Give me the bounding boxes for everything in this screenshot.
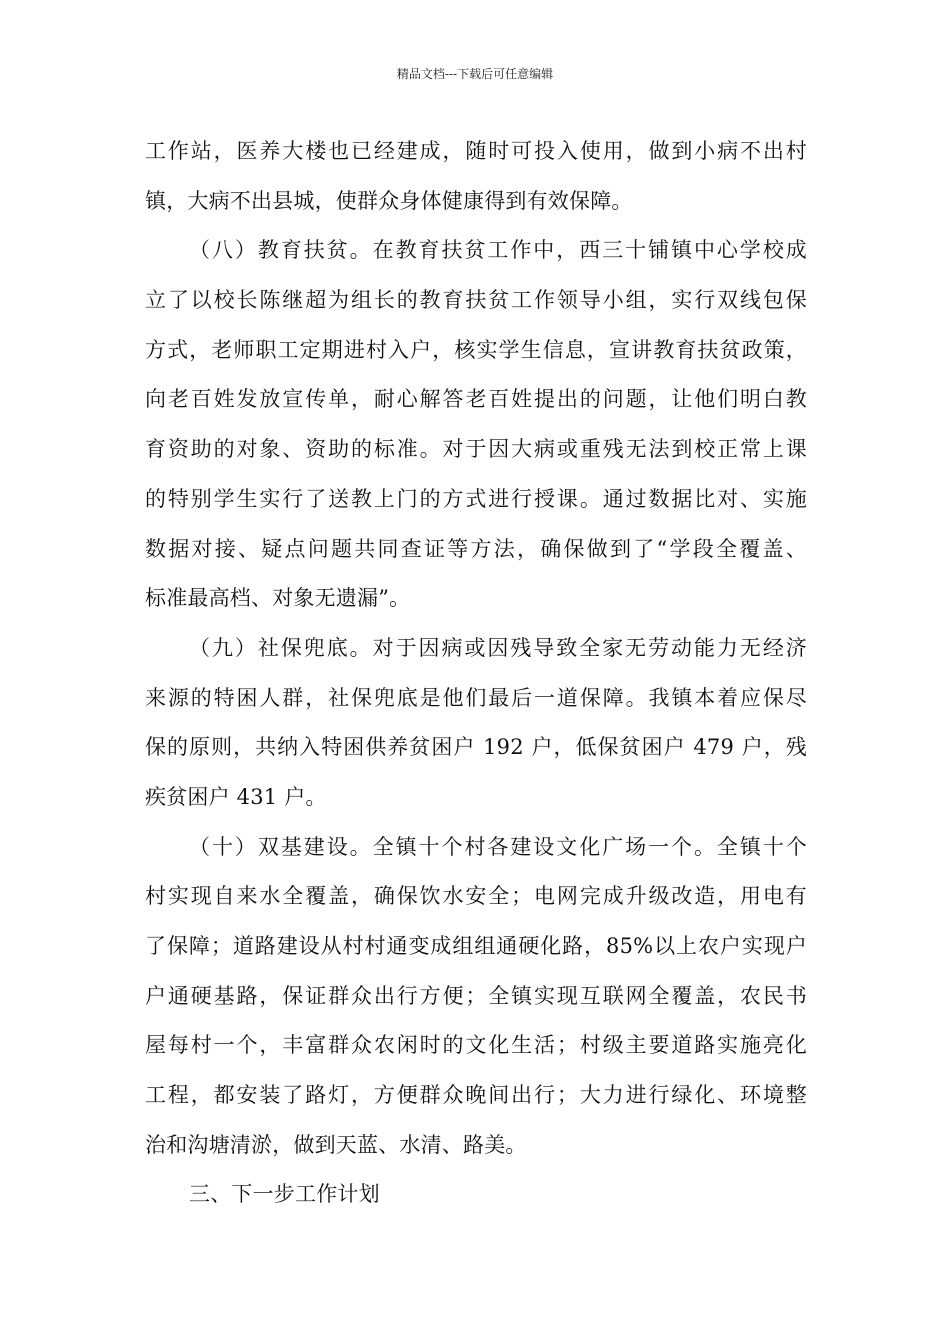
text-line: 来源的特困人群，社保兜底是他们最后一道保障。我镇本着应保尽 xyxy=(145,685,807,710)
text-line: 立了以校长陈继超为组长的教育扶贫工作领导小组，实行双线包保 xyxy=(145,288,807,313)
paragraph-start-line: （十）双基建设。全镇十个村各建设文化广场一个。全镇十个 xyxy=(189,834,807,859)
text-line: 工作站，医养大楼也已经建成，随时可投入使用，做到小病不出村 xyxy=(145,139,807,163)
text-line: 数据对接、疑点问题共同查证等方法，确保做到了“学段全覆盖、 xyxy=(145,536,807,561)
text-line: 治和沟塘清淤，做到天蓝、水清、路美。 xyxy=(145,1132,527,1157)
text-line: 了保障；道路建设从村村通变成组组通硬化路，85%以上农户实现户 xyxy=(145,934,807,958)
text-line: 标准最高档、对象无遗漏”。 xyxy=(145,586,411,611)
text-line: 疾贫困户 431 户。 xyxy=(145,784,327,809)
text-line: 屋每村一个，丰富群众农闲时的文化生活；村级主要道路实施亮化 xyxy=(145,1033,807,1058)
text-line: 村实现自来水全覆盖，确保饮水安全；电网完成升级改造，用电有 xyxy=(145,884,807,909)
text-line: 工程，都安装了路灯，方便群众晚间出行；大力进行绿化、环境整 xyxy=(145,1083,807,1108)
text-line: 镇，大病不出县城，使群众身体健康得到有效保障。 xyxy=(145,188,633,213)
text-line: 向老百姓发放宣传单，耐心解答老百姓提出的问题，让他们明白教 xyxy=(145,387,807,412)
text-line: 户通硬基路，保证群众出行方便；全镇实现互联网全覆盖，农民书 xyxy=(145,983,807,1008)
text-line: 的特别学生实行了送教上门的方式进行授课。通过数据比对、实施 xyxy=(145,486,807,511)
section-heading: 三、下一步工作计划 xyxy=(189,1182,380,1207)
text-line: 保的原则，共纳入特困供养贫困户 192 户，低保贫困户 479 户，残 xyxy=(145,735,807,760)
text-line: 育资助的对象、资助的标准。对于因大病或重残无法到校正常上课 xyxy=(145,437,807,462)
paragraph-start-line: （八）教育扶贫。在教育扶贫工作中，西三十铺镇中心学校成 xyxy=(189,238,807,263)
paragraph-start-line: （九）社保兜底。对于因病或因残导致全家无劳动能力无经济 xyxy=(189,635,807,660)
page-header: 精品文档---下载后可任意编辑 xyxy=(396,67,554,81)
text-line: 方式，老师职工定期进村入户，核实学生信息，宣讲教育扶贫政策， xyxy=(145,337,807,362)
document-body xyxy=(145,130,807,1223)
